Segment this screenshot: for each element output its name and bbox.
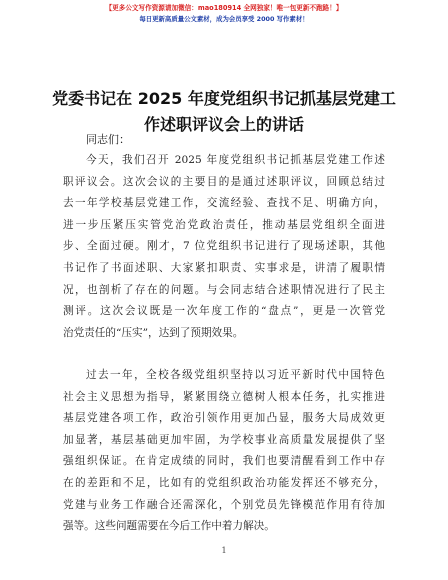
paragraph-line: 步、全面过硬。刚才，7 位党组织书记进行了现场述职，其他: [63, 240, 385, 253]
salutation: 同志们：: [86, 133, 130, 146]
promo-line-1: 【更多公文写作资源请加微信：mao180914 全网独家！唯一包更新不跑路！】: [105, 4, 343, 12]
paragraph-line: 进一步压紧压实管党治党政治责任，推动基层党组织全面进: [63, 218, 385, 231]
paragraph-line: 职评议会。这次会议的主要目的是通过述职评议，回顾总结过: [63, 175, 385, 188]
paragraph-line: 今天，我们召开 2025 年度党组织书记抓基层党建工作述: [86, 154, 385, 166]
promo-line-2: 每日更新高质量公文素材，成为会员享受 2000 写作素材！: [139, 15, 309, 23]
paragraph-line: 强组织保证。在肯定成绩的同时，我们也要清醒看到工作中存: [63, 455, 385, 468]
paragraph-line: 在的差距和不足，比如有的党组织政治功能发挥还不够充分，: [63, 476, 385, 489]
paragraph-line: 过去一年，全校各级党组织坚持以习近平新时代中国特色: [86, 369, 385, 381]
paragraph-line: 强等。这些问题需要在今后工作中着力解决。: [63, 520, 275, 533]
paragraph-line: 测评。这次会议既是一次年度工作的“盘点”，更是一次管党: [63, 305, 385, 318]
paragraph-line: 党建与业务工作融合还需深化，个别党员先锋模范作用有待加: [63, 498, 385, 511]
paragraph-2: [63, 365, 385, 538]
paragraph-line: 加显著，基层基础更加牢固，为学校事业高质量发展提供了坚: [63, 433, 385, 446]
paragraph-line: 况，也剖析了存在的问题。与会同志结合述职情况进行了民主: [63, 283, 385, 296]
paragraph-line: 基层党建各项工作，政治引领作用更加凸显，服务大局成效更: [63, 412, 385, 425]
header-banner: [0, 4, 448, 24]
paragraph-1: [63, 150, 385, 344]
page-number: 1: [221, 546, 227, 555]
title-line-1: 党委书记在 2025 年度党组织书记抓基层党建工: [52, 89, 396, 108]
paragraph-line: 社会主义思想为指导，紧紧围绕立德树人根本任务，扎实推进: [63, 390, 385, 403]
document-title: [0, 86, 448, 138]
paragraph-line: 治党责任的“压实”，达到了预期效果。: [63, 326, 244, 339]
paragraph-line: 去一年学校基层党建工作，交流经验、查找不足、明确方向，: [63, 197, 385, 210]
paragraph-line: 书记作了书面述职、大家紧扣职责、实事求是，讲清了履职情: [63, 261, 385, 274]
title-line-2: 作述职评议会上的讲话: [143, 115, 304, 134]
